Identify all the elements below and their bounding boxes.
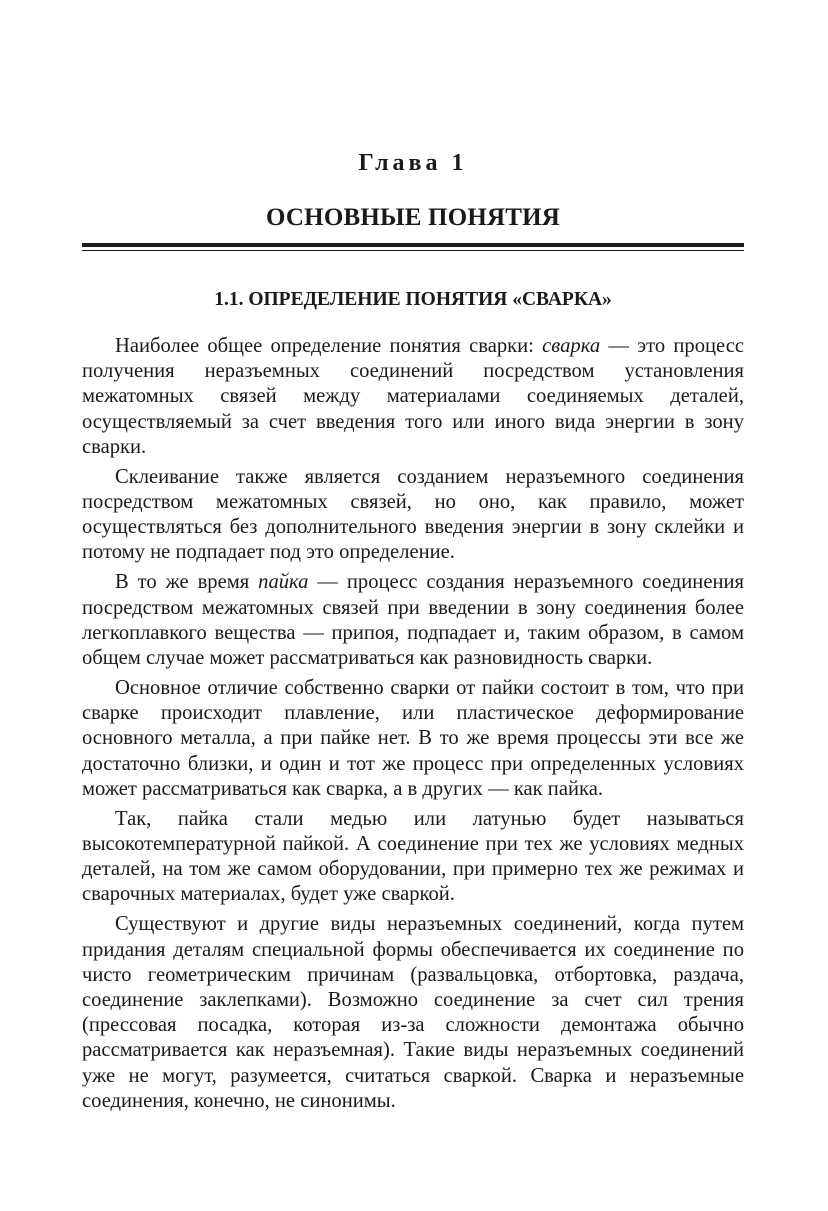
paragraph-welding-definition <box>82 334 744 460</box>
body-text <box>82 334 744 1114</box>
paragraph-difference <box>82 676 744 802</box>
paragraph-soldering <box>82 570 744 671</box>
paragraph-text: Существуют и другие виды неразъемных соединений, когда путем придания деталям специальной формы обеспечивается их соединение по чисто геометрическим причинам (развальцовка, отбортовка, раздача, соединение заклепками). Возможно соединение за счет сил трения (прессовая посадка, которая из-за сложности демонтажа обычно рассматривается как неразъемная). Такие виды неразъемных соединений уже не могут, разумеется, считаться сваркой. Сварка и неразъемные соединения, конечно, не синонимы. <box>82 913 744 1112</box>
term-welding: сварка <box>542 335 601 357</box>
paragraph-text: Основное отличие собственно сварки от пайки состоит в том, что при сварке происходит плавление, или пластическое деформирование основного металла, а при пайке нет. В то же время процессы эти все же достаточно близки, и один и тот же процесс при определенных условиях может рассматриваться как сварка, а в других — как пайка. <box>82 677 744 800</box>
chapter-rule-thin <box>82 250 744 251</box>
book-page <box>82 0 744 1211</box>
paragraph-other-joints <box>82 912 744 1114</box>
chapter-title: ОСНОВНЫЕ ПОНЯТИЯ <box>265 204 561 231</box>
paragraph-text: В то же время <box>115 571 259 594</box>
paragraph-text: Склеивание также является созданием неразъемного соединения посредством межатомных связей, но оно, как правило, может осуществляться без дополнительного введения энергии в зону склейки и потому не подпадает под это определение. <box>82 465 744 564</box>
chapter-rule-thick <box>82 243 744 247</box>
paragraph-example <box>82 807 744 908</box>
paragraph-text: Так, пайка стали медью или латунью будет называться высокотемпературной пайкой. А соединение при тех же условиях медных деталей, на том же самом оборудовании, при примерно тех же режимах и сварочных материалах, будет уже сваркой. <box>82 807 744 906</box>
paragraph-text: — процесс создания неразъемного соединения посредством межатомных связей при введении в зону соединения более легкоплавкого вещества — припоя, подпадает и, таким образом, в самом общем случае может рассматриваться как разновидность сварки. <box>82 571 744 670</box>
section-title: 1.1. ОПРЕДЕЛЕНИЕ ПОНЯТИЯ «СВАРКА» <box>214 289 612 310</box>
paragraph-gluing <box>82 465 744 566</box>
chapter-label: Глава 1 <box>358 150 468 176</box>
term-soldering: пайка <box>258 571 309 594</box>
paragraph-text: — это процесс получения неразъемных соединений посредством установления межатомных связей между материалами соединяемых деталей, осуществляемый за счет введения того или иного вида энергии в зону сварки. <box>82 335 744 458</box>
paragraph-text: Наиболее общее определение понятия сварки: <box>115 335 543 357</box>
